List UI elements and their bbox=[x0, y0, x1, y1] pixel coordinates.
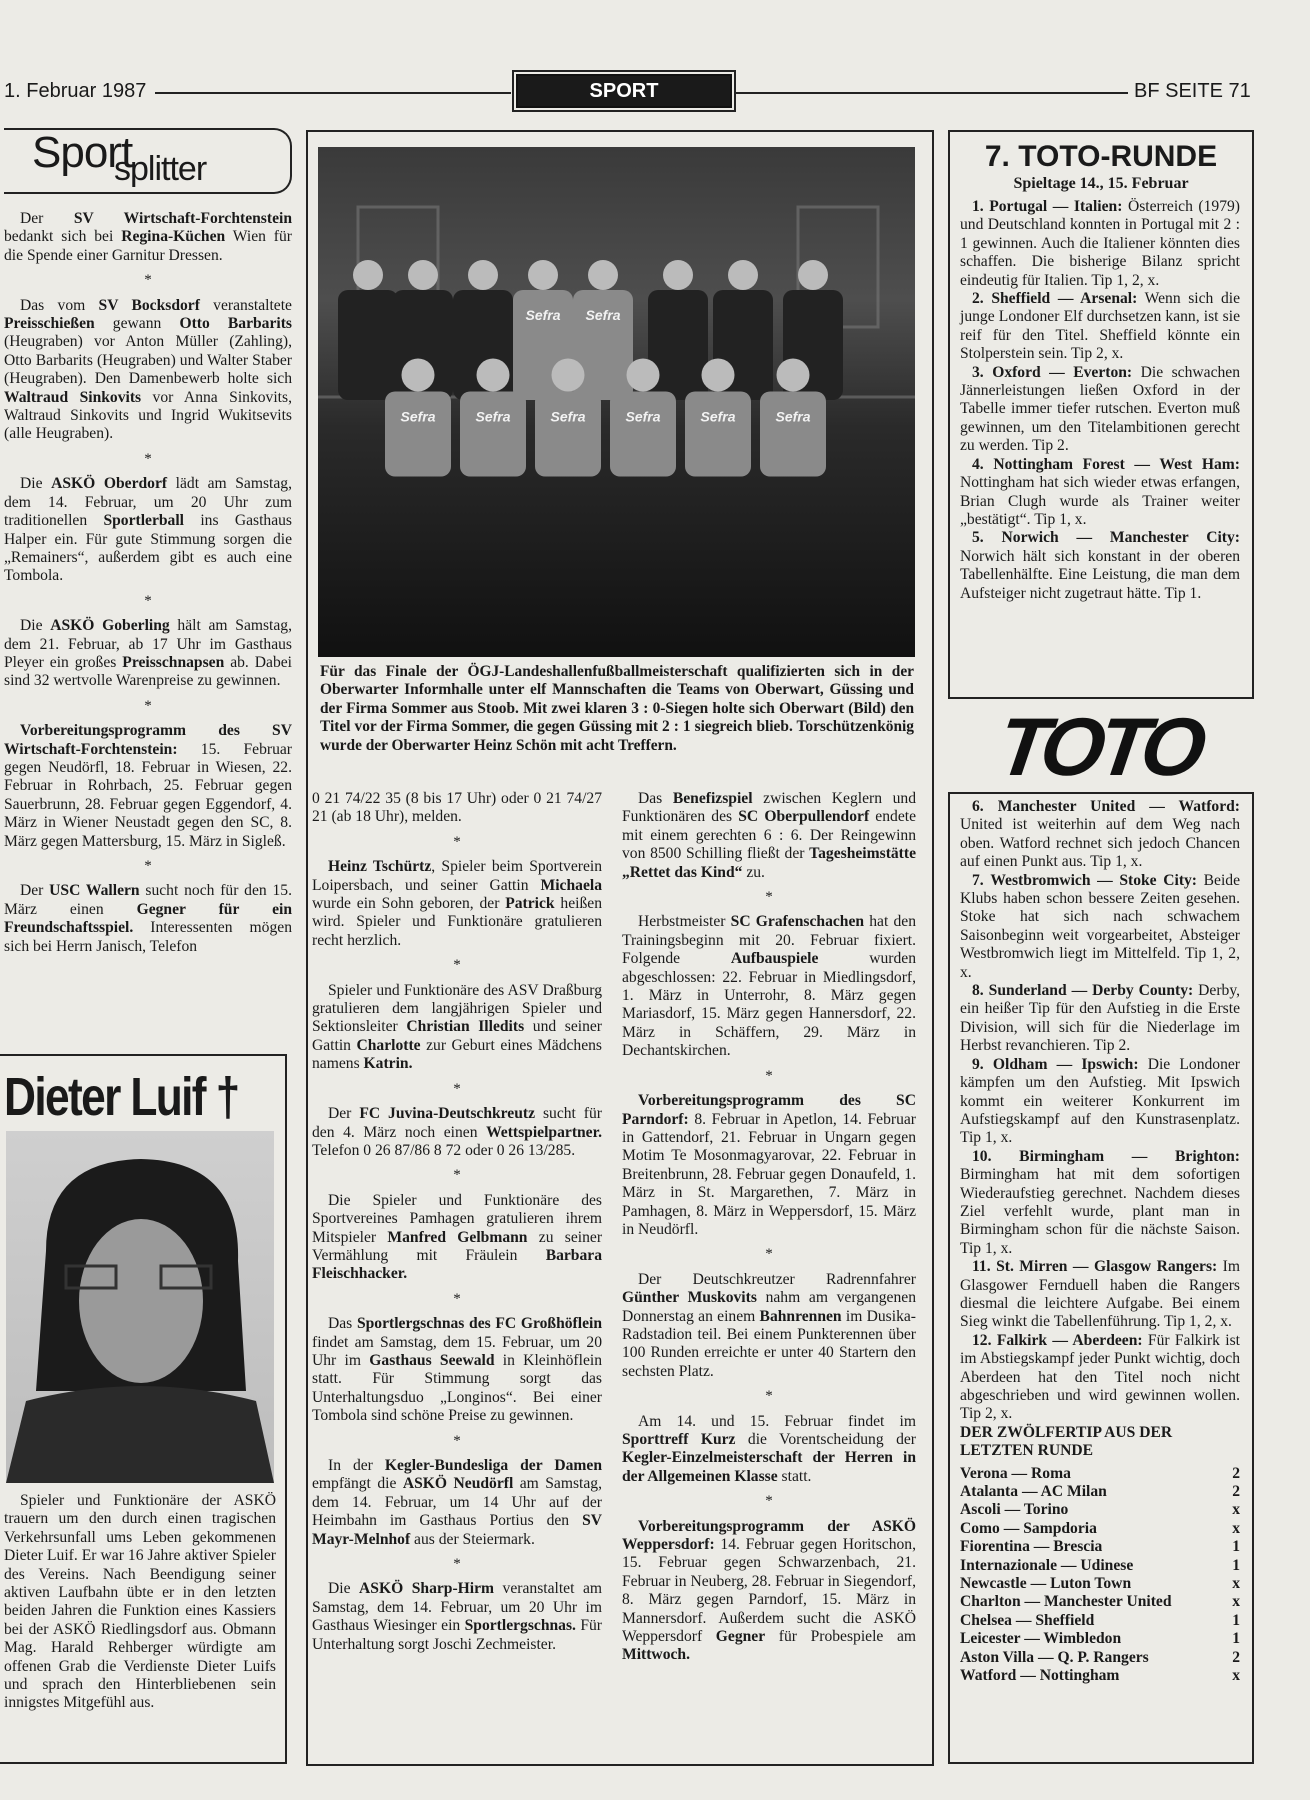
bold-text: Michaela bbox=[540, 876, 602, 894]
game-comment: Die Londoner kämpfen um den Aufstieg. Mit Ipswich kommt ein weiterer Konkurrent im Aufstiegskampf auf den Kunstrasenplatz. Tip 1, x. bbox=[960, 1055, 1240, 1147]
bold-text: Vorbereitungsprogramm des SC Parndorf: bbox=[622, 1092, 916, 1128]
bold-text: Sportlergschnas. bbox=[464, 1617, 576, 1635]
separator-asterisk: * bbox=[144, 858, 152, 874]
game-number: 7. bbox=[972, 871, 984, 889]
game-comment: Derby, ein heißer Tip für den Aufstieg in die Erste Division, will sich für die Niederlage im Herbst revanchieren. Tip 2. bbox=[960, 982, 1240, 1055]
toto-games-2 bbox=[960, 798, 1240, 1686]
toto-game bbox=[960, 456, 1240, 530]
game-match: Manchester United — Watford: bbox=[997, 798, 1240, 815]
toto-game bbox=[960, 798, 1240, 872]
toto-game bbox=[960, 1332, 1240, 1424]
text-run: (Heugraben) vor Anton Müller (Zahling), Otto Barbarits (Heugraben) und Walter Staber (Heugraben). Den Damenbewerb holte sich bbox=[4, 333, 292, 388]
text-run: lädt am Samstag, dem 14. Februar, um 20 Uhr zum traditionellen bbox=[4, 475, 292, 530]
player-head bbox=[728, 260, 758, 290]
player-head bbox=[468, 260, 498, 290]
game-match: St. Mirren — Glasgow Rangers: bbox=[996, 1258, 1218, 1276]
bold-text: Waltraud Sinkovits bbox=[4, 388, 142, 406]
text-run: im Dusika-Radstadion teil. Bei einem Punkterennen über 100 Runden erreichte er unter 40 Startern den sechsten Platz. bbox=[622, 1307, 916, 1380]
result-match: Atalanta — AC Milan bbox=[960, 1483, 1107, 1501]
separator-asterisk: * bbox=[144, 450, 152, 467]
toto-game bbox=[960, 1148, 1240, 1258]
news-item bbox=[4, 617, 292, 691]
game-match: Falkirk — Aberdeen: bbox=[996, 1331, 1143, 1349]
bold-text: Vorbereitungsprogramm der ASKÖ Weppersdorf: bbox=[622, 1517, 916, 1554]
game-number: 12. bbox=[972, 1331, 992, 1349]
game-match: Portugal — Italien: bbox=[989, 198, 1123, 215]
player-head bbox=[477, 359, 510, 392]
player-body bbox=[760, 392, 826, 477]
player-body bbox=[610, 392, 676, 477]
text-run: statt. bbox=[777, 1467, 812, 1485]
bold-text: Mittwoch. bbox=[622, 1646, 690, 1664]
toto-game bbox=[960, 872, 1240, 982]
result-tip: 2 bbox=[1232, 1648, 1240, 1666]
separator-asterisk: * bbox=[144, 697, 152, 714]
text-run: ins Gasthaus Halper ein. Für gute Stimmung sorgen die „Remainers“, außerdem gibt es auch eine Tombola. bbox=[4, 512, 292, 585]
bold-text: Regina-Küchen bbox=[121, 228, 226, 246]
result-row bbox=[960, 1575, 1240, 1593]
result-row bbox=[960, 1557, 1240, 1575]
result-row bbox=[960, 1501, 1240, 1519]
result-match: Verona — Roma bbox=[960, 1464, 1071, 1482]
text-run: die Vorentscheidung der bbox=[735, 1431, 916, 1448]
bold-text: Gegner bbox=[715, 1628, 766, 1646]
game-match: Birmingham — Brighton: bbox=[1019, 1147, 1240, 1165]
news-item bbox=[312, 790, 602, 827]
news-item bbox=[312, 1192, 602, 1284]
player-head bbox=[408, 260, 438, 290]
game-match: Sunderland — Derby County: bbox=[988, 982, 1194, 1000]
result-match: Chelsea — Sheffield bbox=[960, 1611, 1095, 1629]
bold-text: Barbara Fleischhacker. bbox=[312, 1246, 602, 1283]
result-row bbox=[960, 1593, 1240, 1611]
separator-asterisk: * bbox=[453, 1290, 461, 1307]
result-tip: 1 bbox=[1232, 1556, 1240, 1574]
bold-text: Patrick bbox=[505, 895, 555, 913]
game-comment: Birmingham hat mit dem sofortigen Wiederaufstieg gerechnet. Nachdem dieses Ziel verfehlt wurde, plant man in Birmingham schon für die nächste Saison. Tip 1, x. bbox=[960, 1166, 1240, 1257]
bold-text: Preisschießen bbox=[4, 315, 95, 333]
player-body bbox=[338, 290, 398, 400]
bold-text: Gasthaus Seewald bbox=[369, 1351, 495, 1369]
game-comment: Wenn sich die junge Londoner Elf durchsetzen kann, ist sie reif für den Titel. Sheffield könnte ein Stolperstein sein. Tip 2, x. bbox=[960, 290, 1241, 363]
game-number: 5. bbox=[972, 529, 984, 547]
text-run: findet am Samstag, dem 15. Februar, um 20 Uhr im bbox=[312, 1333, 602, 1369]
toto-game bbox=[960, 1258, 1240, 1332]
news-item bbox=[312, 1105, 602, 1160]
game-match: Nottingham Forest — West Ham: bbox=[993, 455, 1240, 473]
news-item bbox=[4, 882, 292, 956]
separator-asterisk: * bbox=[765, 889, 773, 906]
text-run: 8. Februar in Apetlon, 14. Februar in Gattendorf, 21. Februar in Ungarn gegen Motim Te Mosonmagyarovar, 22. Februar in Breitenbrunn, 28. Februar gegen Donaufeld, 1. März in St. Margarethen, 7. März in Pamhagen, 8. März in Weppersdorf, 15. März in Neudörfl. bbox=[622, 1110, 916, 1238]
bold-text: USC Wallern bbox=[49, 882, 140, 900]
separator-asterisk: * bbox=[144, 272, 152, 289]
text-run: In der bbox=[328, 1457, 385, 1474]
game-number: 8. bbox=[972, 982, 984, 1000]
separator-asterisk: * bbox=[453, 1080, 461, 1097]
bold-text: Preisschnapsen bbox=[122, 653, 225, 671]
text-run: Das vom bbox=[20, 296, 99, 314]
obituary-text-wrap bbox=[4, 1492, 276, 1713]
result-tip: 1 bbox=[1232, 1538, 1240, 1556]
game-comment: Beide Klubs haben schon bessere Zeiten gesehen. Stoke hat sich nach schwachem Saisonbeginn weit vorgearbeitet, Absteiger Westbromwich liegt im Mittelfeld. Tip 1, 2, x. bbox=[960, 871, 1240, 981]
player-head bbox=[353, 260, 383, 290]
result-tip: 2 bbox=[1232, 1483, 1240, 1501]
game-comment: Norwich hält sich konstant in der oberen Tabellenhälfte. Eine Leistung, die man dem Aufsteiger nicht zugetraut hätte. Tip 1. bbox=[960, 547, 1240, 602]
result-match: Internazionale — Udinese bbox=[960, 1556, 1134, 1574]
game-match: Sheffield — Arsenal: bbox=[991, 290, 1138, 308]
text-run: sucht noch für den 15. März einen bbox=[4, 882, 292, 918]
results-list bbox=[960, 1465, 1240, 1686]
bold-text: Günther Muskovits bbox=[622, 1289, 757, 1307]
bold-text: ASKÖ Goberling bbox=[50, 617, 170, 635]
bold-text: Christian Illedits bbox=[406, 1018, 525, 1036]
text-run: für Probespiele am bbox=[765, 1628, 917, 1646]
game-comment: United ist weiterhin auf dem Weg nach oben. Watford rechnet sich jedoch Chancen auf einen Punkt aus. Tip 1, x. bbox=[960, 816, 1240, 871]
result-tip: 2 bbox=[1232, 1464, 1240, 1482]
bold-text: Manfred Gelbmann bbox=[387, 1228, 528, 1246]
game-number: 4. bbox=[972, 455, 984, 473]
separator-asterisk: * bbox=[453, 1556, 461, 1573]
game-number: 2. bbox=[972, 290, 984, 308]
separator-asterisk: * bbox=[453, 957, 461, 974]
result-match: Ascoli — Torino bbox=[960, 1501, 1069, 1519]
result-tip: x bbox=[1232, 1667, 1240, 1685]
separator-asterisk: * bbox=[765, 1067, 773, 1084]
text-run: nahm am vergangenen Donnerstag an einem bbox=[622, 1289, 916, 1325]
text-run: hält am Samstag, dem 21. Februar, ab 17 Uhr im Gasthaus Pleyer ein großes bbox=[4, 617, 293, 671]
news-item bbox=[4, 722, 292, 851]
text-run: Telefon 0 26 87/86 8 72 oder 0 26 13/285. bbox=[312, 1141, 576, 1159]
bold-text: SC Grafenschachen bbox=[730, 913, 865, 931]
result-row bbox=[960, 1465, 1240, 1483]
game-match: Oldham — Ipswich: bbox=[992, 1055, 1139, 1073]
result-match: Leicester — Wimbledon bbox=[960, 1630, 1122, 1648]
heading-part-2: splitter bbox=[114, 150, 207, 188]
bold-text: Bahnrennen bbox=[759, 1307, 842, 1325]
game-comment: Nottingham hat sich wieder etwas erfangen, Brian Clugh wurde als Trainer weiter „bestätigt“. Tip 1, x. bbox=[960, 474, 1240, 528]
game-match: Oxford — Everton: bbox=[992, 363, 1133, 381]
separator-asterisk: * bbox=[765, 1388, 773, 1405]
text-run: Am 14. und 15. Februar findet im bbox=[638, 1412, 916, 1430]
game-number: 1. bbox=[972, 198, 984, 215]
result-tip: 1 bbox=[1232, 1630, 1240, 1648]
bold-text: Kegler-Bundesliga der Damen bbox=[384, 1457, 602, 1474]
text-run: Der bbox=[328, 1105, 360, 1123]
game-number: 6. bbox=[972, 798, 984, 815]
separator-asterisk: * bbox=[453, 833, 461, 850]
news-item bbox=[312, 858, 602, 950]
player-body bbox=[460, 392, 526, 477]
toto-subtitle: Spieltage 14., 15. Februar bbox=[1013, 175, 1189, 192]
player-head bbox=[702, 359, 735, 392]
game-number: 9. bbox=[972, 1055, 984, 1073]
result-match: Watford — Nottingham bbox=[960, 1667, 1120, 1685]
text-run: Spieler und Funktionäre des ASV Draßburg gratulieren dem langjährigen Spieler und Sektionsleiter bbox=[312, 981, 602, 1036]
result-tip: x bbox=[1232, 1575, 1240, 1593]
result-row bbox=[960, 1649, 1240, 1667]
text-run: sucht für den 4. März noch einen bbox=[312, 1105, 602, 1141]
text-run: 15. Februar gegen Neudörfl, 18. Februar in Wiesen, 22. Februar in Rohrbach, 25. Februar gegen Sauerbrunn, 28. Februar gegen Eggendorf, 4. März in Wiener Neustadt gegen den SC, 8. März gegen Mattersburg, 15. März in Sigleß. bbox=[4, 740, 292, 850]
photo-caption: Für das Finale der ÖGJ-Landeshallenfußballmeisterschaft qualifizierten sich in der Oberwarter Informhalle unter elf Mannschaften die Teams von Oberwart, Güssing und der Firma Sommer aus Stoob. Mit zwei klaren 3 : 0-Siegen holte sich Oberwart (Bild) den Titel vor der Firma Sommer, die gegen Güssing mit 2 : 1 siegreich blieb. Torschützenkönig wurde der Oberwarter Heinz Schön mit acht Treffern. bbox=[320, 663, 914, 754]
column-right bbox=[622, 790, 916, 1665]
text-run: endete mit einem gerechten 6 : 6. Der Reingewinn von 8500 Schilling fließt der bbox=[622, 808, 916, 863]
result-match: Newcastle — Luton Town bbox=[960, 1575, 1132, 1593]
jersey-sponsor-text: Sefra bbox=[400, 408, 436, 425]
toto-title: 7. TOTO-RUNDE bbox=[984, 140, 1218, 173]
player-body bbox=[685, 392, 751, 477]
game-comment: Im Glasgower Fernduell haben die Rangers diesmal die leichtere Aufgabe. Bei einem Sieg winkt die Tabellenführung. Tip 1, 2, x. bbox=[960, 1258, 1240, 1331]
bold-text: Aufbauspiele bbox=[730, 950, 819, 968]
text-run: zwischen Keglern und Funktionären des bbox=[622, 790, 916, 826]
result-row bbox=[960, 1667, 1240, 1685]
jersey-sponsor-text: Sefra bbox=[625, 408, 661, 425]
portrait-photo bbox=[6, 1131, 274, 1483]
separator-asterisk: * bbox=[453, 1167, 461, 1184]
page-number: BF SEITE 71 bbox=[1134, 80, 1251, 102]
team-photo bbox=[318, 147, 915, 657]
toto-game bbox=[960, 1056, 1240, 1148]
result-tip: x bbox=[1232, 1501, 1240, 1519]
text-run: Für Unterhaltung sorgt Joschi Zechmeister. bbox=[312, 1617, 603, 1653]
result-row bbox=[960, 1538, 1240, 1556]
bold-text: Sporttreff Kurz bbox=[622, 1431, 736, 1448]
bold-text: Tagesheimstätte „Rettet das Kind“ bbox=[622, 845, 916, 881]
text-run: 14. Februar gegen Horitschon, 15. Februar gegen Schwarzenbach, 21. Februar in Neuberg, 28. Februar in Siegendorf, 8. März gegen Parndorf, 15. März in Mannersdorf. Außerdem sucht die ASKÖ Weppersdorf bbox=[622, 1536, 916, 1646]
bold-text: ASKÖ Neudörfl bbox=[402, 1475, 514, 1493]
bold-text: SC Oberpullendorf bbox=[738, 808, 870, 826]
toto-games-1 bbox=[960, 198, 1240, 603]
issue-date: 1. Februar 1987 bbox=[4, 80, 147, 102]
bold-text: Katrin. bbox=[363, 1055, 413, 1073]
toto-game bbox=[960, 982, 1240, 1056]
text-run: , Spieler beim Sportverein Loipersbach, und seiner Gattin bbox=[312, 858, 602, 894]
jersey-sponsor-text: Sefra bbox=[585, 307, 621, 323]
text-run: Das bbox=[638, 790, 673, 807]
heading-part-1: Sport bbox=[32, 128, 133, 177]
text-run: wurden abgeschlossen: 22. Februar in Miedlingsdorf, 1. März in Unterrohr, 8. März gegen Mariasdorf, 15. März gegen Hannersdorf, 22. März in Schäffern, 29. März in Dechantskirchen. bbox=[622, 950, 917, 1060]
text-run: vor Anna Sinkovits, Waltraud Sinkovits und Ingrid Wukitsevits (alle Heugraben). bbox=[4, 388, 292, 443]
text-run: ab. Dabei sind 32 wertvolle Warenpreise zu gewinnen. bbox=[4, 653, 292, 690]
player-head bbox=[798, 260, 828, 290]
bold-text: Charlotte bbox=[356, 1036, 421, 1054]
toto-game bbox=[960, 529, 1240, 603]
bold-text: Sportlergschnas des FC Großhöflein bbox=[356, 1315, 603, 1333]
jersey-sponsor-text: Sefra bbox=[700, 408, 736, 425]
text-run: zu. bbox=[742, 863, 765, 881]
news-item bbox=[622, 1271, 916, 1381]
player-head bbox=[552, 359, 585, 392]
result-tip: 1 bbox=[1232, 1611, 1240, 1629]
text-run: Die bbox=[20, 617, 51, 635]
news-item bbox=[312, 1315, 602, 1425]
news-item bbox=[4, 210, 292, 265]
sportsplitter-heading bbox=[4, 128, 292, 194]
result-row bbox=[960, 1520, 1240, 1538]
news-item bbox=[312, 1457, 602, 1549]
news-item bbox=[4, 297, 292, 444]
bold-text: Kegler-Einzelmeisterschaft der Herren in der Allgemeinen Klasse bbox=[622, 1449, 916, 1485]
separator-asterisk: * bbox=[144, 592, 152, 609]
text-run: veranstaltet am Samstag, dem 14. Februar, um 20 Uhr im Gasthaus Wiesinger ein bbox=[312, 1580, 602, 1635]
portrait-image bbox=[6, 1131, 274, 1483]
text-run: zur Geburt eines Mädchens namens bbox=[312, 1036, 602, 1073]
text-run: Der bbox=[20, 882, 50, 900]
result-row bbox=[960, 1483, 1240, 1501]
game-number: 10. bbox=[972, 1147, 992, 1165]
text-run: empfängt die bbox=[312, 1475, 403, 1493]
result-match: Aston Villa — Q. P. Rangers bbox=[960, 1648, 1149, 1666]
header-rule bbox=[734, 92, 1128, 94]
news-item bbox=[622, 913, 916, 1060]
player-head bbox=[402, 359, 435, 392]
news-item bbox=[312, 982, 602, 1074]
text-run: Die bbox=[328, 1580, 360, 1598]
text-run: wurde ein Sohn geboren, der bbox=[312, 895, 506, 913]
text-run: Wien für die Spende einer Garnitur Dressen. bbox=[4, 228, 292, 264]
game-number: 11. bbox=[972, 1258, 991, 1276]
bold-text: Otto Barbarits bbox=[179, 315, 292, 333]
news-item bbox=[622, 1413, 916, 1487]
text-run: Herbstmeister bbox=[638, 913, 731, 931]
game-comment: Für Falkirk ist im Abstiegskampf jeder Punkt wichtig, doch Aberdeen hat den Titel noch nicht abgeschrieben und wird gewinnen wollen. Tip 2, x. bbox=[960, 1331, 1240, 1423]
result-match: Charlton — Manchester United bbox=[960, 1593, 1172, 1611]
bold-text: ASKÖ Oberdorf bbox=[51, 475, 168, 493]
news-item bbox=[622, 1092, 916, 1239]
player-head bbox=[528, 260, 558, 290]
text-run: heißen wird. Spieler und Funktionäre gratulieren recht herzlich. bbox=[312, 895, 602, 949]
jersey-sponsor-text: Sefra bbox=[775, 408, 811, 425]
bold-text: Vorbereitungsprogramm des SV Wirtschaft-Forchtenstein: bbox=[4, 722, 292, 758]
toto-game bbox=[960, 290, 1240, 364]
news-item bbox=[622, 1518, 916, 1665]
game-comment: Österreich (1979) und Deutschland konnten in Portugal mit 2 : 1 gewinnen. Auch die Italiener könnten dies schaffen. Die bisherige Bilanz spricht eindeutig für Italien. Tip 1, 2, x. bbox=[960, 198, 1240, 289]
column-left bbox=[4, 210, 292, 956]
bold-text: ASKÖ Sharp-Hirm bbox=[359, 1580, 495, 1598]
game-match: Norwich — Manchester City: bbox=[1001, 529, 1240, 547]
news-item bbox=[312, 1580, 602, 1654]
toto-game bbox=[960, 364, 1240, 456]
text-run: am Samstag, dem 14. Februar, um 14 Uhr auf der Heimbahn im Gasthaus Portius den bbox=[312, 1475, 602, 1530]
text-run: veranstaltete bbox=[199, 296, 292, 314]
bold-text: SV Bocksdorf bbox=[98, 296, 200, 314]
result-match: Fiorentina — Brescia bbox=[960, 1538, 1103, 1556]
bold-text: FC Juvina-Deutschkreutz bbox=[359, 1105, 536, 1123]
separator-asterisk: * bbox=[765, 1493, 773, 1510]
news-item bbox=[622, 790, 916, 882]
text-run: gewann bbox=[94, 315, 180, 333]
section-label: SPORT bbox=[516, 74, 732, 108]
jersey-sponsor-text: Sefra bbox=[550, 408, 586, 425]
team-photo-image bbox=[318, 147, 915, 657]
text-run: Interessenten mögen sich bei Herrn Janisch, Telefon bbox=[4, 919, 292, 955]
text-run: Der bbox=[20, 210, 74, 227]
bold-text: Heinz Tschürtz bbox=[328, 858, 432, 876]
column-middle bbox=[312, 790, 602, 1654]
result-match: Como — Sampdoria bbox=[960, 1519, 1097, 1537]
result-row bbox=[960, 1630, 1240, 1648]
text-run: hat den Trainingsbeginn mit 20. Februar fixiert. Folgende bbox=[622, 913, 916, 968]
news-item bbox=[4, 475, 292, 585]
player-head bbox=[588, 260, 618, 290]
game-number: 3. bbox=[972, 363, 984, 381]
result-tip: x bbox=[1232, 1593, 1240, 1611]
player-head bbox=[627, 359, 660, 392]
text-run: in Kleinhöflein statt. Für Stimmung sorgt das Unterhaltungsduo „Longinos“. Bei einer Tombola sind schöne Preise zu gewinnen. bbox=[312, 1351, 602, 1425]
obituary-title: Dieter Luif † bbox=[4, 1067, 239, 1127]
text-run: und seiner Gattin bbox=[312, 1018, 602, 1054]
result-tip: x bbox=[1232, 1519, 1240, 1537]
text-run: 0 21 74/22 35 (8 bis 17 Uhr) oder 0 21 74/27 21 (ab 18 Uhr), melden. bbox=[312, 790, 602, 826]
text-run: Das bbox=[328, 1315, 357, 1333]
player-head bbox=[663, 260, 693, 290]
bold-text: Wettspielpartner. bbox=[486, 1123, 602, 1141]
jersey-sponsor-text: Sefra bbox=[525, 307, 561, 323]
text-run: Die Spieler und Funktionäre des Sportvereines Pamhagen gratulieren ihrem Mitspieler bbox=[312, 1191, 602, 1246]
text-run: Die bbox=[20, 475, 52, 493]
player-body bbox=[535, 392, 601, 477]
bold-text: SV Wirtschaft-Forchtenstein bbox=[73, 210, 292, 227]
game-comment: Die schwachen Jännerleistungen ließen Oxford in der Tabelle immer tiefer rutschen. Everton muß gewinnen, um den Titelambitionen gerecht zu werden. Tip 2. bbox=[960, 363, 1241, 455]
player-head bbox=[777, 359, 810, 392]
text-run: Der Deutschkreutzer Radrennfahrer bbox=[638, 1270, 916, 1288]
toto-game bbox=[960, 198, 1240, 290]
bold-text: Gegner für ein Freundschaftsspiel. bbox=[4, 900, 292, 937]
text-run: bedankt sich bei bbox=[4, 228, 122, 246]
results-title: DER ZWÖLFERTIP AUS DER LETZTEN RUNDE bbox=[960, 1423, 1173, 1460]
bold-text: SV Mayr-Melnhof bbox=[312, 1512, 602, 1548]
toto-logo: TOTO bbox=[992, 702, 1206, 793]
bold-text: Sportlerball bbox=[103, 512, 185, 530]
jersey-sponsor-text: Sefra bbox=[475, 408, 511, 425]
text-run: aus der Steiermark. bbox=[410, 1530, 535, 1548]
separator-asterisk: * bbox=[453, 1432, 461, 1449]
header-rule bbox=[155, 92, 511, 94]
bold-text: Benefizspiel bbox=[672, 790, 753, 807]
obituary-text: Spieler und Funktionäre der ASKÖ trauern um den durch einen tragischen Verkehrsunfall ums Leben gekommenen Dieter Luif. Er war 16 Jahre aktiver Spieler des Vereins. Nach Beendigung seiner aktiven Laufbahn übte er in den letzten beiden Jahren die Funktion eines Kassiers bei der ASKÖ Riedlingsdorf aus. Obmann Mag. Harald Rehberger würdigte am offenen Grab die Verdienste Dieter Luifs und sprach den Hinterbliebenen sein innigstes Mitgefühl aus. bbox=[4, 1492, 276, 1712]
game-match: Westbromwich — Stoke City: bbox=[990, 871, 1197, 889]
result-row bbox=[960, 1612, 1240, 1630]
player-body bbox=[385, 392, 451, 477]
separator-asterisk: * bbox=[765, 1246, 773, 1263]
text-run: zu seiner Vermählung mit Fräulein bbox=[312, 1228, 603, 1264]
